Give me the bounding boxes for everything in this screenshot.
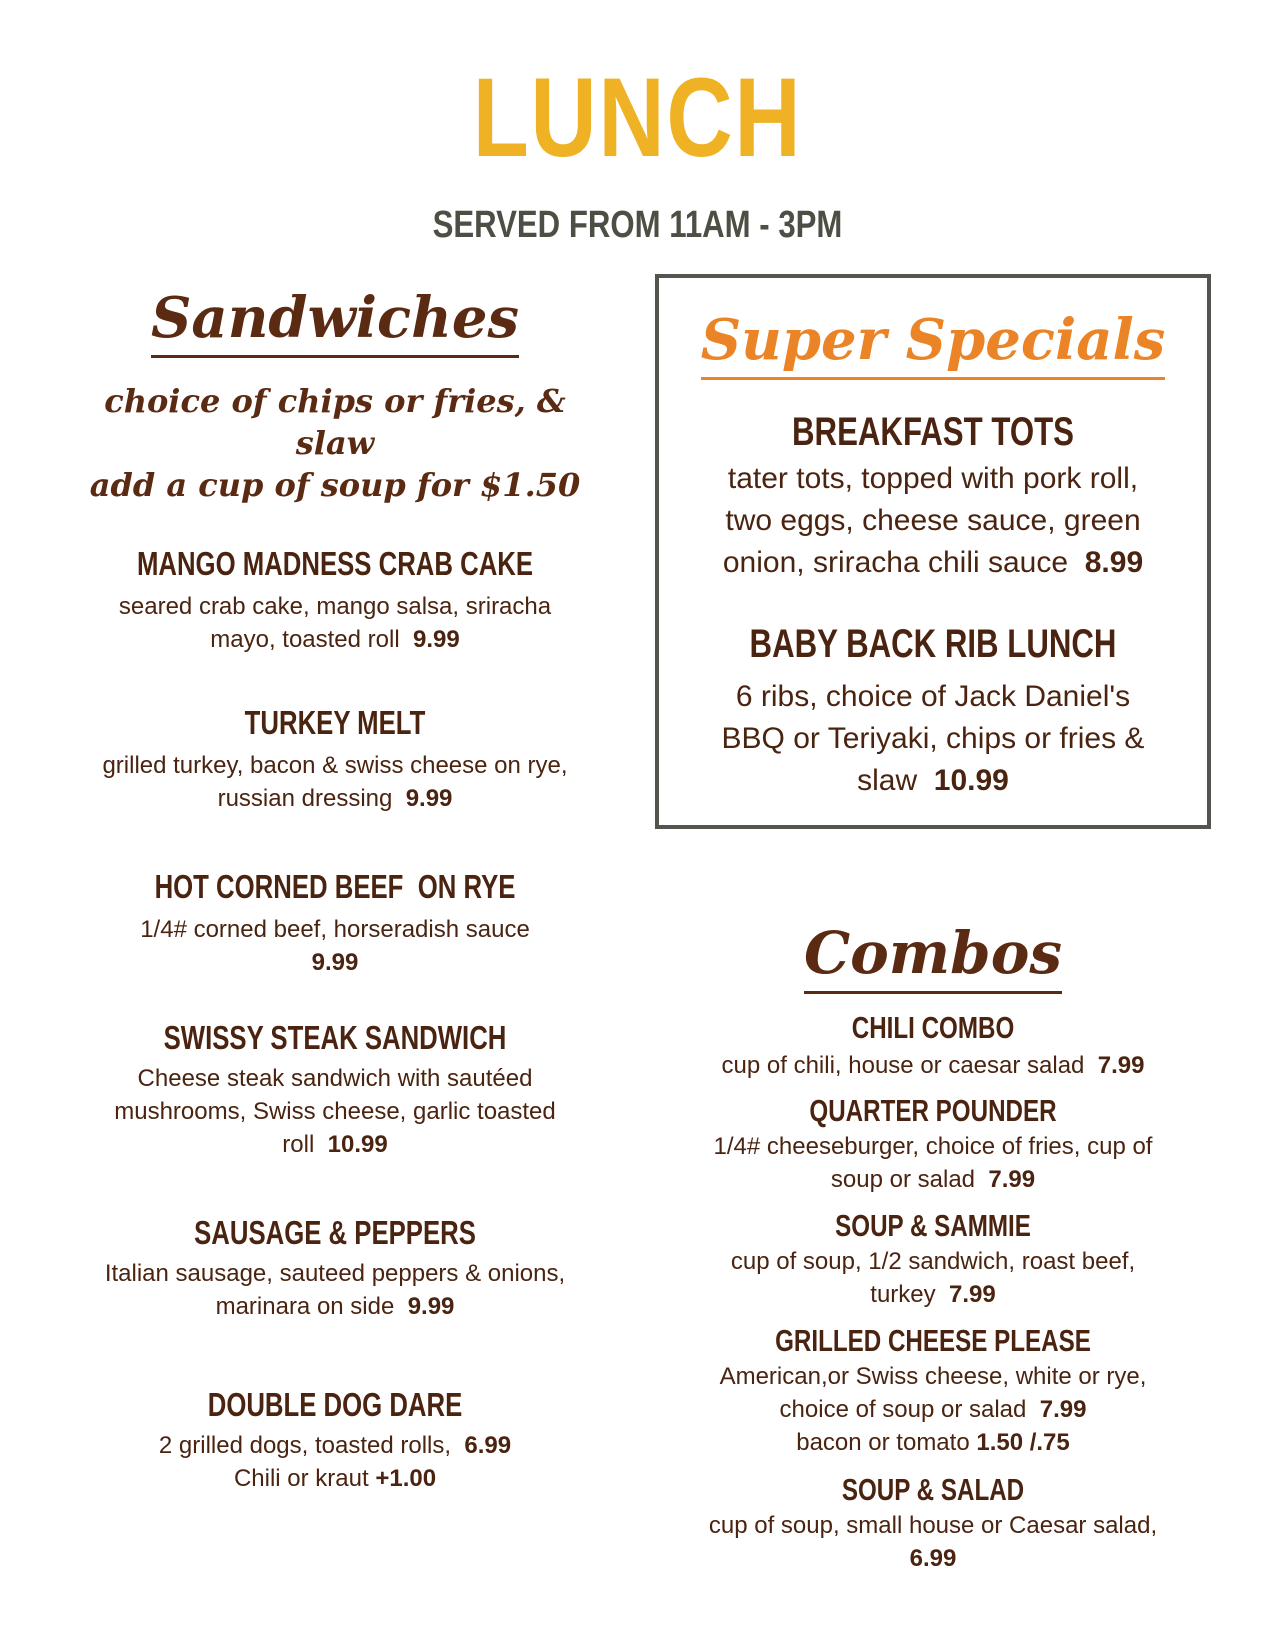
item-description: seared crab cake, mango salsa, sriracha mayo, toasted roll 9.99 <box>118 593 552 653</box>
combo-soup-sammie <box>655 1210 1211 1311</box>
item-addon-price: 1.50 /.75 <box>976 1429 1070 1456</box>
item-name: TURKEY MELT <box>244 704 426 741</box>
menu-item-turkey-melt <box>40 706 630 815</box>
menu-item-double-dog-dare <box>40 1388 630 1495</box>
item-name: HOT CORNED BEEF ON RYE <box>154 868 516 905</box>
item-price: 9.99 <box>311 949 359 976</box>
item-price: 6.99 <box>909 1545 957 1572</box>
item-description: 6 ribs, choice of Jack Daniel's BBQ or Teriyaki, chips or fries & slaw 10.99 <box>721 680 1145 797</box>
item-description: cup of soup, 1/2 sandwich, roast beef, turkey 7.99 <box>730 1248 1136 1308</box>
served-hours: SERVED FROM 11AM - 3PM <box>432 204 843 246</box>
item-name: DOUBLE DOG DARE <box>207 1386 463 1423</box>
item-description: 1/4# corned beef, horseradish sauce 9.99 <box>40 913 630 979</box>
item-name: SWISSY STEAK SANDWICH <box>163 1019 507 1056</box>
page-title: LUNCH <box>472 55 803 180</box>
item-price: 7.99 <box>1039 1396 1087 1423</box>
item-price: 6.99 <box>464 1432 512 1459</box>
combos-heading: Combos <box>655 924 1211 982</box>
item-description: 2 grilled dogs, toasted rolls, 6.99 Chili or kraut +1.00 <box>158 1432 512 1492</box>
item-description: cup of chili, house or caesar salad 7.99 <box>721 1052 1145 1079</box>
sandwiches-note: choice of chips or fries, & slaw add a cup of soup for $1.50 <box>89 382 581 504</box>
item-description: tater tots, topped with pork roll, two eggs, cheese sauce, green onion, sriracha chili sauce 8.99 <box>722 462 1144 579</box>
menu-item-sausage-peppers <box>40 1216 630 1323</box>
item-name: SOUP & SAMMIE <box>835 1208 1031 1243</box>
item-name: MANGO MADNESS CRAB CAKE <box>136 545 534 582</box>
item-name: SAUSAGE & PEPPERS <box>194 1214 476 1251</box>
menu-item-hot-corned-beef <box>40 870 630 979</box>
item-price: 10.99 <box>933 764 1009 797</box>
item-name: CHILI COMBO <box>851 1010 1015 1045</box>
item-name: BABY BACK RIB LUNCH <box>749 622 1117 666</box>
item-price: 7.99 <box>1097 1052 1145 1079</box>
item-description: cup of soup, small house or Caesar salad, 6.99 <box>655 1509 1211 1575</box>
item-name: QUARTER POUNDER <box>809 1093 1057 1128</box>
item-description: Cheese steak sandwich with sautéed mushrooms, Swiss cheese, garlic toasted roll 10.99 <box>114 1065 556 1158</box>
item-price: 8.99 <box>1084 546 1144 579</box>
menu-item-swissy-steak <box>40 1021 630 1161</box>
item-price: 9.99 <box>413 626 460 653</box>
combo-chili <box>655 1012 1211 1082</box>
combo-grilled-cheese <box>655 1325 1211 1459</box>
item-price: 7.99 <box>948 1281 996 1308</box>
item-description: Italian sausage, sauteed peppers & onions, marinara on side 9.99 <box>104 1260 566 1320</box>
item-description: American,or Swiss cheese, white or rye, choice of soup or salad 7.99 bacon or tomato 1.50 /.75 <box>719 1363 1147 1456</box>
item-price: 9.99 <box>405 785 453 812</box>
menu-item-mango-crab-cake <box>40 547 630 656</box>
sandwiches-heading: Sandwiches <box>40 290 630 346</box>
item-name: GRILLED CHEESE PLEASE <box>775 1323 1091 1358</box>
special-baby-back-rib <box>655 624 1211 802</box>
item-addon-price: +1.00 <box>375 1465 437 1492</box>
item-price: 7.99 <box>988 1166 1036 1193</box>
item-description: 1/4# cheeseburger, choice of fries, cup of soup or salad 7.99 <box>713 1133 1153 1193</box>
specials-heading: Super Specials <box>655 312 1211 368</box>
item-name: BREAKFAST TOTS <box>792 410 1074 454</box>
special-breakfast-tots <box>655 412 1211 584</box>
combo-quarter-pounder <box>655 1095 1211 1196</box>
item-name: SOUP & SALAD <box>841 1472 1025 1507</box>
item-price: 9.99 <box>407 1293 455 1320</box>
item-description: grilled turkey, bacon & swiss cheese on rye, russian dressing 9.99 <box>102 752 568 812</box>
item-price: 10.99 <box>327 1131 388 1158</box>
combo-soup-salad <box>655 1474 1211 1575</box>
